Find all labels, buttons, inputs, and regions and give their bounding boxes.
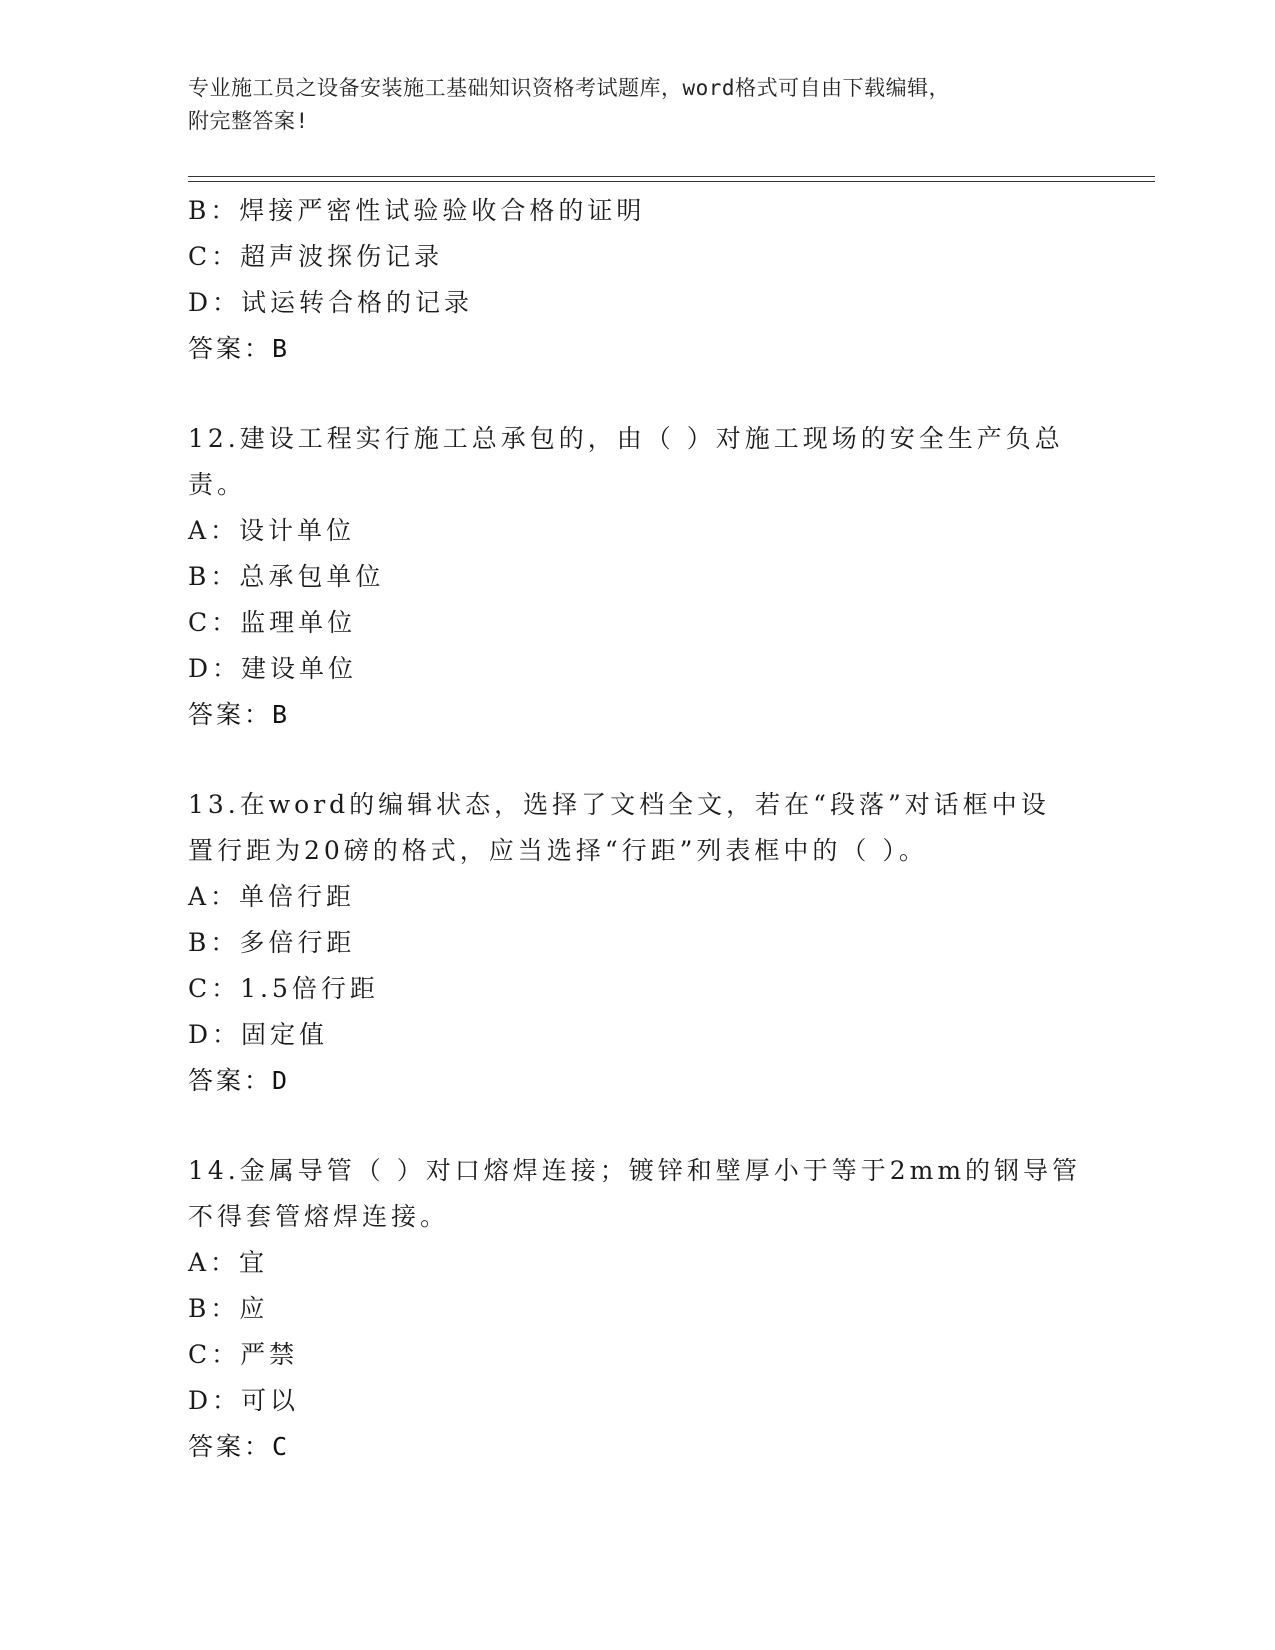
option-c: C：监理单位 [188, 608, 357, 637]
question-stem-line-1: 12.建设工程实行施工总承包的，由（ ）对施工现场的安全生产负总 [188, 424, 1064, 453]
option-d: D：建设单位 [188, 654, 358, 683]
answer-value: C [272, 1432, 291, 1461]
question-12 [188, 416, 1068, 738]
answer-label: 答案： [188, 1432, 273, 1461]
option-d: D：固定值 [188, 1020, 329, 1049]
answer-value: D [272, 1066, 291, 1095]
option-c: C：严禁 [188, 1340, 299, 1369]
question-stem-line-2: 责。 [188, 470, 247, 499]
header-line-1: 专业施工员之设备安装施工基础知识资格考试题库，word格式可自由下载编辑， [188, 76, 951, 100]
question-stem-line-2: 不得套管熔焊连接。 [188, 1202, 450, 1231]
question-stem-line-1: 13.在word的编辑状态，选择了文档全文，若在“段落”对话框中设 [188, 790, 1050, 819]
answer-line [188, 326, 1068, 372]
answer-line [188, 692, 1068, 738]
option-b: B：应 [188, 1294, 269, 1323]
option-b: B：总承包单位 [188, 562, 385, 591]
option-a: A：设计单位 [188, 516, 356, 545]
previous-question-tail [188, 188, 1068, 372]
option-c: C：1.5倍行距 [188, 974, 379, 1003]
header-line-2: 附完整答案! [188, 109, 309, 133]
answer-line [188, 1424, 1068, 1470]
option-b: B：多倍行距 [188, 928, 356, 957]
option-d: D：可以 [188, 1386, 300, 1415]
question-stem-line-1: 14.金属导管（ ）对口熔焊连接；镀锌和壁厚小于等于2mm的钢导管 [188, 1156, 1082, 1185]
option-a: A：单倍行距 [188, 882, 356, 911]
question-13 [188, 782, 1068, 1104]
question-list [188, 188, 1082, 1470]
header-rule-top [188, 176, 1155, 177]
answer-line [188, 1058, 1068, 1104]
answer-label: 答案： [188, 334, 273, 363]
question-stem-line-2: 置行距为20磅的格式，应当选择“行距”列表框中的（ ）。 [188, 836, 928, 865]
header-rule-bottom [188, 181, 1155, 182]
option-d: D：试运转合格的记录 [188, 288, 474, 317]
option-b: B：焊接严密性试验验收合格的证明 [188, 196, 646, 225]
answer-value: B [272, 700, 291, 729]
option-a: A：宜 [188, 1248, 269, 1277]
document-header [188, 72, 1088, 138]
option-c: C：超声波探伤记录 [188, 242, 444, 271]
answer-label: 答案： [188, 1066, 273, 1095]
answer-value: B [272, 334, 291, 363]
question-14 [188, 1148, 1082, 1470]
answer-label: 答案： [188, 700, 273, 729]
